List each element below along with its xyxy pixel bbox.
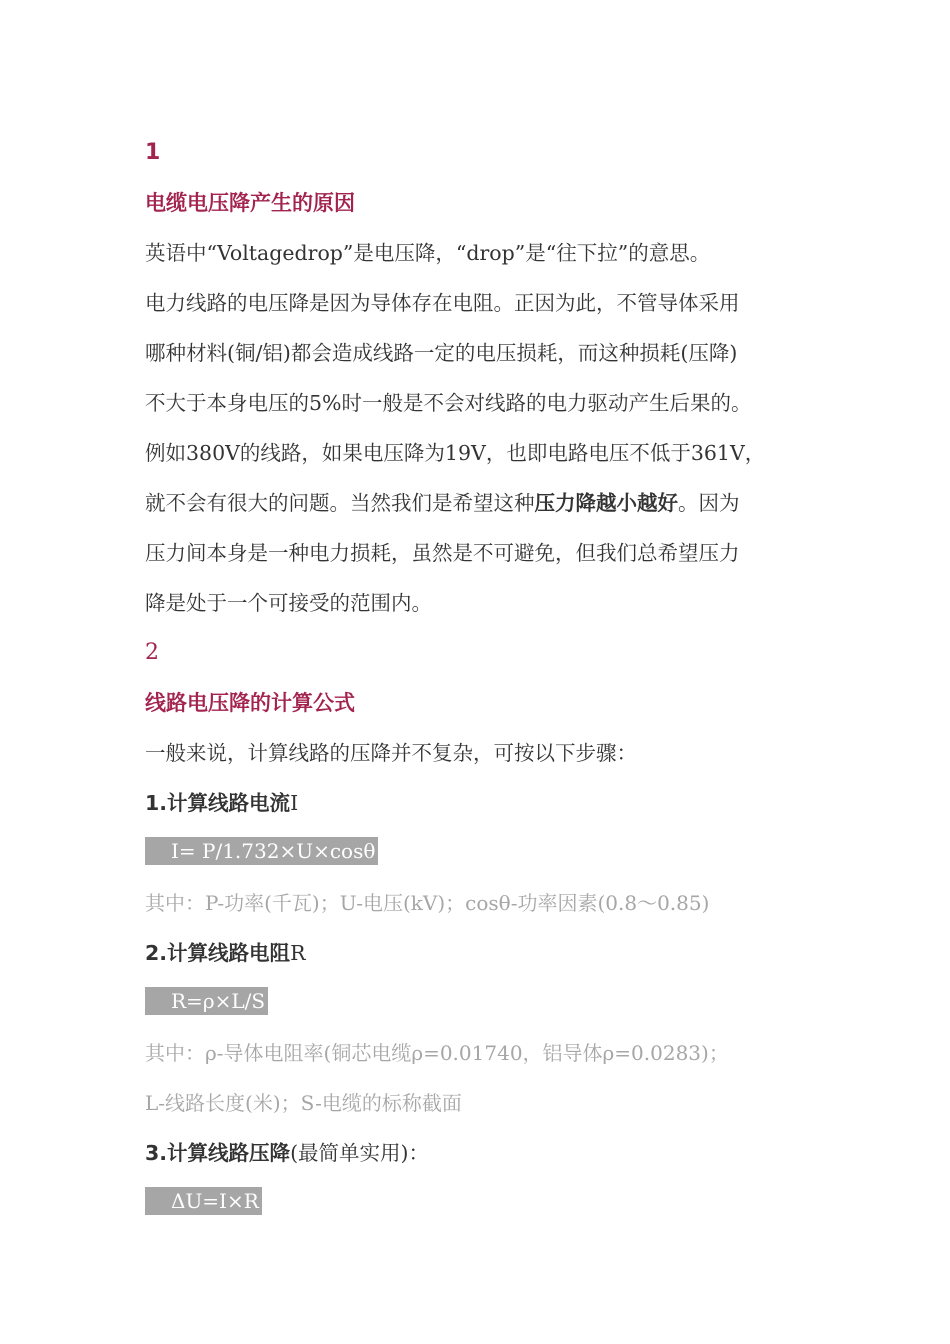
formula-note: 其中：P-功率(千瓦)；U-电压(kV)；cosθ-功率因素(0.8～0.85) [145,891,710,915]
paragraph-line: 不大于本身电压的5%时一般是不会对线路的电力驱动产生后果的。 [145,391,752,415]
formula-note: L-线路长度(米)；S-电缆的标称截面 [145,1091,462,1115]
paragraph-line: 哪种材料(铜/铝)都会造成线路一定的电压损耗，而这种损耗(压降) [145,341,738,365]
step-heading [145,928,825,978]
step-heading [145,778,825,828]
paragraph-line: 降是处于一个可接受的范围内。 [145,591,432,615]
paragraph-line: 英语中“Voltagedrop”是电压降，“drop”是“往下拉”的意思。 [145,241,711,265]
paragraph-line: 压力间本身是一种电力损耗，虽然是不可避免，但我们总希望压力 [145,541,740,565]
section-title: 线路电压降的计算公式 [145,691,355,715]
intro-line: 一般来说，计算线路的压降并不复杂，可按以下步骤： [145,741,637,765]
document-page [145,128,825,1228]
step-heading [145,1128,825,1178]
formula-box: ΔU=I×R [145,1187,264,1215]
step-label: 2.计算线路电阻 [145,941,291,965]
step-suffix: (最简单实用)： [290,1141,430,1165]
formula-row [145,828,825,878]
formula-note: 其中：ρ-导体电阻率(铜芯电缆ρ=0.01740，铝导体ρ=0.0283)； [145,1041,729,1065]
paragraph-line [145,478,825,528]
step-suffix: I [290,791,299,815]
formula-row [145,978,825,1028]
section-number: 1 [145,140,161,165]
step-suffix: R [290,941,306,965]
step-label: 3.计算线路压降 [145,1141,291,1165]
formula-box: R=ρ×L/S [145,987,270,1015]
text-run: 就不会有很大的问题。当然我们是希望这种 [145,491,535,515]
formula-box: I= P/1.732×U×cosθ [145,837,380,865]
text-run: 。因为 [678,491,740,515]
paragraph-line: 电力线路的电压降是因为导体存在电阻。正因为此，不管导体采用 [145,291,740,315]
step-label: 1.计算线路电流 [145,791,291,815]
section-title: 电缆电压降产生的原因 [145,191,355,215]
paragraph-line: 例如380V的线路，如果电压降为19V，也即电路电压不低于361V， [145,441,766,465]
section-number: 2 [145,640,159,665]
bold-emphasis: 压力降越小越好 [534,491,678,515]
formula-row [145,1178,825,1228]
